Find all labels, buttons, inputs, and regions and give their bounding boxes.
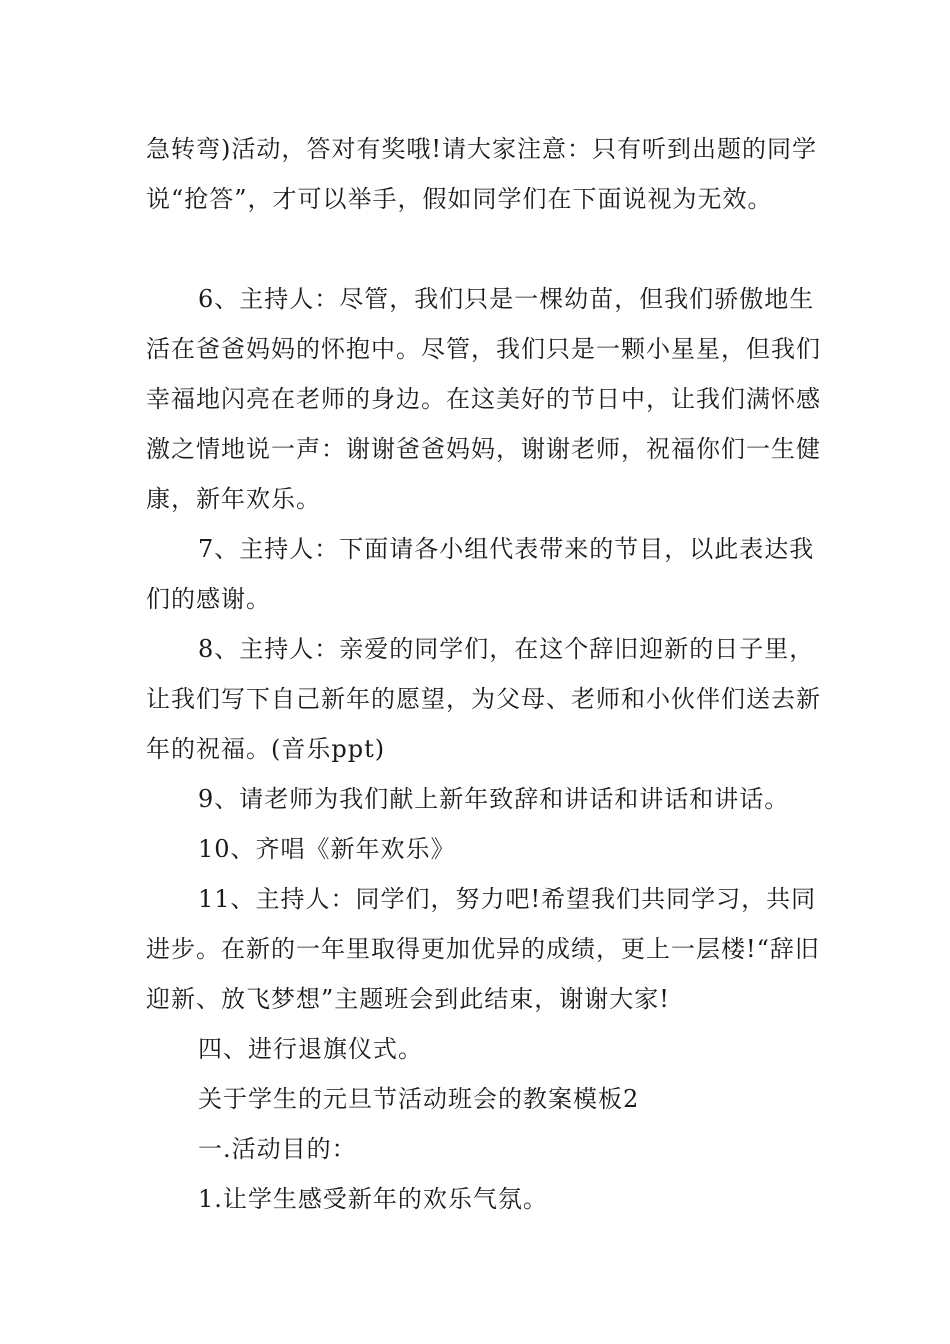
paragraph-item-8: 8、主持人：亲爱的同学们，在这个辞旧迎新的日子里，让我们写下自己新年的愿望，为父母、老师和小伙伴们送去新年的祝福。(音乐ppt) [146, 635, 821, 763]
document-heading-template-2: 关于学生的元旦节活动班会的教案模板2 [198, 1085, 640, 1113]
section-heading-activity-goals: 一.活动目的： [198, 1135, 357, 1163]
paragraph-item-7: 7、主持人：下面请各小组代表带来的节目，以此表达我们的感谢。 [146, 535, 815, 613]
paragraph-item-10: 10、齐唱《新年欢乐》 [198, 835, 456, 863]
paragraph-item-11: 11、主持人：同学们，努力吧!希望我们共同学习，共同进步。在新的一年里取得更加优异的成绩，更上一层楼!“辞旧迎新、放飞梦想”主题班会到此结束，谢谢大家! [146, 885, 820, 1013]
paragraph-continuation: 急转弯)活动，答对有奖哦!请大家注意：只有听到出题的同学说“抢答”，才可以举手，假如同学们在下面说视为无效。 [146, 135, 818, 213]
list-item-goal-1: 1.让学生感受新年的欢乐气氛。 [198, 1185, 548, 1213]
paragraph-item-6: 6、主持人：尽管，我们只是一棵幼苗，但我们骄傲地生活在爸爸妈妈的怀抱中。尽管，我们只是一颗小星星，但我们幸福地闪亮在老师的身边。在这美好的节日中，让我们满怀感激之情地说一声：谢谢爸爸妈妈，谢谢老师，祝福你们一生健康，新年欢乐。 [146, 285, 821, 513]
paragraph-item-9: 9、请老师为我们献上新年致辞和讲话和讲话和讲话。 [198, 785, 790, 813]
paragraph-section-4: 四、进行退旗仪式。 [198, 1035, 423, 1063]
